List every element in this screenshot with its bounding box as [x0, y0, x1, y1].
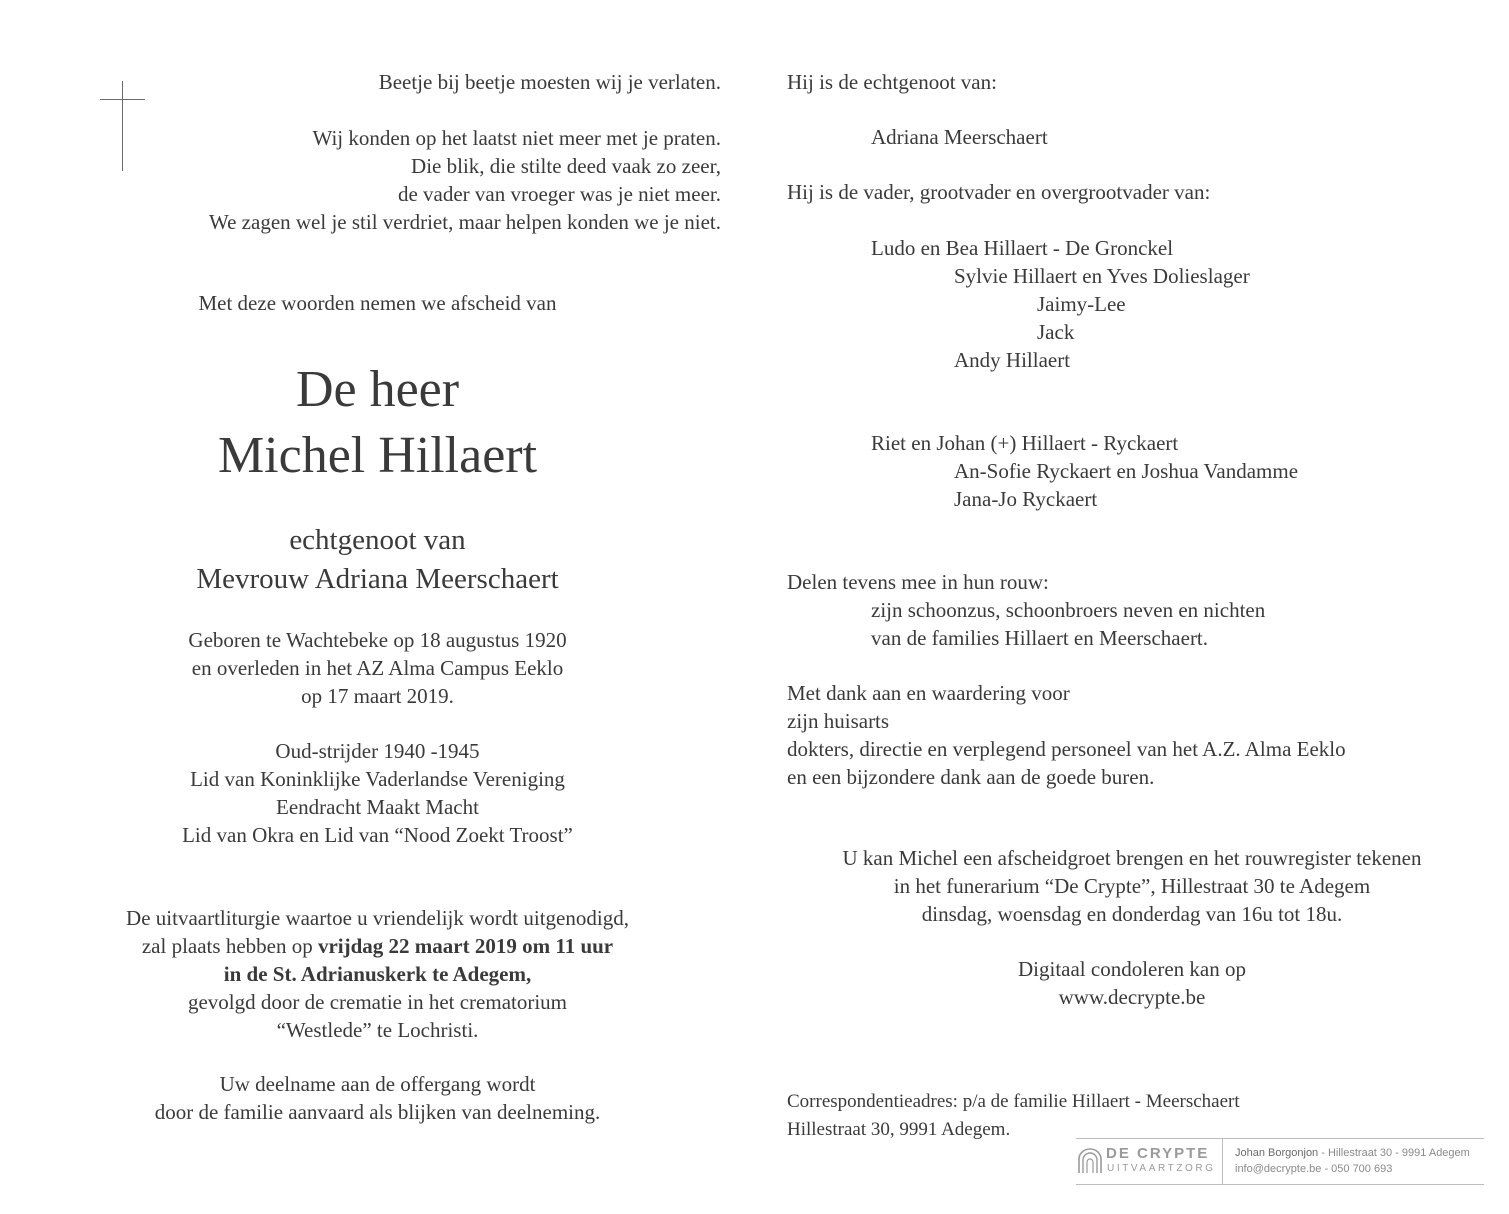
liturgy-info — [0, 904, 755, 1044]
family-member: Jack — [1037, 320, 1075, 344]
children-heading: Hij is de vader, grootvader en overgrootvader van: — [787, 180, 1211, 204]
merits — [0, 737, 755, 849]
family-member: Sylvie Hillaert en Yves Dolieslager — [954, 264, 1250, 288]
intro-text: Met deze woorden nemen we afscheid van — [198, 291, 557, 315]
birth-death-info — [0, 626, 755, 710]
birth-line: Geboren te Wachtebeke op 18 augustus 1920 — [188, 628, 567, 652]
birth-line: en overleden in het AZ Alma Campus Eeklo — [191, 656, 564, 680]
merit-line: Lid van Koninklijke Vaderlandse Vereniging — [190, 767, 565, 791]
merit-line: Lid van Okra en Lid van “Nood Zoekt Troost” — [182, 823, 573, 847]
cross-icon — [122, 81, 123, 171]
mourning-heading: Delen tevens mee in hun rouw: — [787, 570, 1049, 594]
liturgy-line: De uitvaartliturgie waartoe u vriendelijk wordt uitgenodigd, — [126, 906, 629, 930]
family-member: Riet en Johan (+) Hillaert - Ryckaert — [871, 431, 1179, 455]
liturgy-location: in de St. Adrianuskerk te Adegem, — [223, 962, 532, 986]
condolence-url[interactable]: www.decrypte.be — [1058, 985, 1206, 1009]
thanks-line: dokters, directie en verplegend personeel van het A.Z. Alma Eeklo — [787, 737, 1346, 761]
contact-line — [1235, 1147, 1470, 1159]
merit-line: Eendracht Maakt Macht — [276, 795, 479, 819]
condolence-line: Digitaal condoleren kan op — [1017, 957, 1246, 981]
family-member: Andy Hillaert — [954, 348, 1071, 372]
poem-line: Die blik, die stilte deed vaak zo zeer, — [411, 154, 721, 178]
archway-icon — [1078, 1148, 1102, 1174]
thanks-line: Met dank aan en waardering voor — [787, 681, 1070, 705]
family-member: An-Sofie Ryckaert en Joshua Vandamme — [954, 459, 1299, 483]
footer-divider — [1222, 1139, 1223, 1184]
brand-subtitle: UITVAARTZORG — [1107, 1163, 1216, 1174]
correspondence-line: Correspondentieadres: p/a de familie Hillaert - Meerschaert — [787, 1091, 1240, 1112]
poem-line: Wij konden op het laatst niet meer met je praten. — [312, 126, 721, 150]
family-spouse: Adriana Meerschaert — [871, 125, 1048, 149]
deceased-name: Michel Hillaert — [217, 427, 538, 484]
contact-name: Johan Borgonjon — [1235, 1147, 1319, 1159]
deceased-name-block — [0, 357, 755, 489]
spouse-name: Mevrouw Adriana Meerschaert — [196, 563, 559, 595]
offering-line: Uw deelname aan de offergang wordt — [219, 1072, 536, 1096]
condolence-info — [787, 955, 1477, 1011]
offering-info — [0, 1070, 755, 1126]
visit-line: dinsdag, woensdag en donderdag van 16u tot 18u. — [921, 902, 1343, 926]
poem-line: Beetje bij beetje moesten wij je verlaten. — [378, 70, 721, 94]
brand-name: DE CRYPTE — [1106, 1145, 1210, 1162]
liturgy-line: gevolgd door de crematie in het crematorium — [187, 990, 568, 1014]
liturgy-line — [0, 960, 755, 988]
offering-line: door de familie aanvaard als blijken van deelneming. — [154, 1100, 601, 1124]
thanks-line: en een bijzondere dank aan de goede buren. — [787, 765, 1155, 789]
liturgy-prefix: zal plaats hebben op — [141, 934, 318, 958]
deceased-title: De heer — [295, 361, 460, 418]
correspondence-address — [787, 1088, 1240, 1144]
poem-line: de vader van vroeger was je niet meer. — [397, 182, 721, 206]
spouse-label: echtgenoot van — [289, 524, 466, 556]
funeral-home-footer — [1076, 1138, 1484, 1185]
contact-address: - Hillestraat 30 - 9991 Adegem — [1318, 1147, 1470, 1159]
liturgy-line: “Westlede” te Lochristi. — [276, 1018, 479, 1042]
birth-line: op 17 maart 2019. — [301, 684, 454, 708]
family-member: Ludo en Bea Hillaert - De Gronckel — [871, 236, 1174, 260]
mourning-line: zijn schoonzus, schoonbroers neven en nichten — [871, 598, 1266, 622]
correspondence-line: Hillestraat 30, 9991 Adegem. — [787, 1119, 1011, 1140]
poem-line: We zagen wel je stil verdriet, maar helpen konden we je niet. — [208, 210, 721, 234]
spouse-block — [0, 521, 755, 599]
poem — [209, 68, 721, 236]
family-member: Jaimy-Lee — [1037, 292, 1126, 316]
liturgy-line — [0, 932, 755, 960]
spouse-heading: Hij is de echtgenoot van: — [787, 70, 997, 94]
family-member: Jana-Jo Ryckaert — [954, 487, 1098, 511]
mourning-line: van de families Hillaert en Meerschaert. — [871, 626, 1209, 650]
cross-icon-bar — [100, 99, 145, 100]
visit-line: U kan Michel een afscheidgroet brengen en het rouwregister tekenen — [842, 846, 1422, 870]
thanks-line: zijn huisarts — [787, 709, 890, 733]
visit-info — [787, 844, 1477, 928]
contact-email-phone[interactable]: info@decrypte.be - 050 700 693 — [1235, 1163, 1393, 1175]
visit-line: in het funerarium “De Crypte”, Hillestraat 30 te Adegem — [893, 874, 1371, 898]
liturgy-date: vrijdag 22 maart 2019 om 11 uur — [317, 934, 614, 958]
merit-line: Oud-strijder 1940 -1945 — [275, 739, 480, 763]
